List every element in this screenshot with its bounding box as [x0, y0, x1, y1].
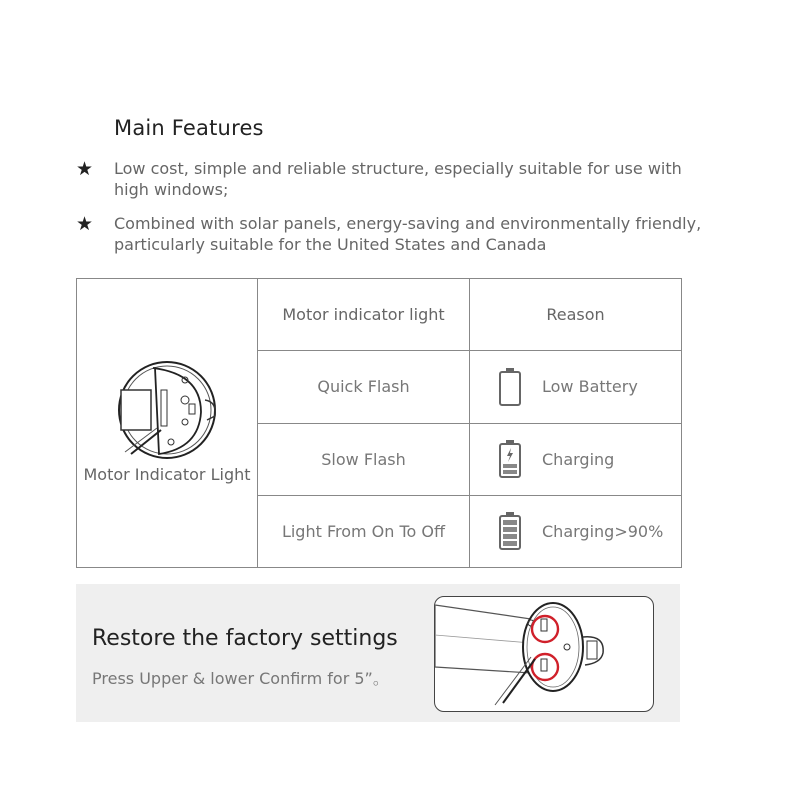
feature-item: [76, 213, 716, 257]
reason-cell: [470, 423, 682, 495]
battery-empty-icon: [498, 367, 522, 407]
motor-head-buttons-icon: [435, 597, 653, 711]
motor-indicator-light-label: Motor Indicator Light: [83, 465, 251, 484]
restore-title: Restore the factory settings: [92, 626, 398, 651]
light-state-cell: Quick Flash: [258, 351, 470, 423]
reason-cell: [470, 495, 682, 567]
motor-image-cell: [77, 279, 258, 568]
restore-factory-panel: [76, 584, 680, 722]
star-bullet-icon: ★: [76, 158, 94, 180]
main-features-heading: Main Features: [114, 116, 264, 140]
light-state-cell: Light From On To Off: [258, 495, 470, 567]
reason-text: Charging>90%: [542, 521, 664, 541]
motor-buttons-illustration: [434, 596, 654, 712]
feature-text: Combined with solar panels, energy-saving and environmentally friendly, particularly suitable for the United States and Canada: [114, 214, 702, 254]
light-state-cell: Slow Flash: [258, 423, 470, 495]
motor-head-illustration: [109, 360, 225, 460]
star-bullet-icon: ★: [76, 213, 94, 235]
reason-text: Low Battery: [542, 377, 638, 397]
battery-charging-icon: [498, 439, 522, 479]
indicator-table: [76, 278, 682, 568]
feature-item: [76, 158, 716, 202]
feature-text: Low cost, simple and reliable structure, especially suitable for use with high windows;: [114, 159, 682, 199]
header-reason: Reason: [470, 279, 682, 351]
reason-cell: [470, 351, 682, 423]
restore-instruction: Press Upper & lower Confirm for 5”。: [92, 669, 389, 688]
reason-text: Charging: [542, 449, 615, 469]
header-motor-indicator-light: Motor indicator light: [258, 279, 470, 351]
battery-full-icon: [498, 511, 522, 551]
